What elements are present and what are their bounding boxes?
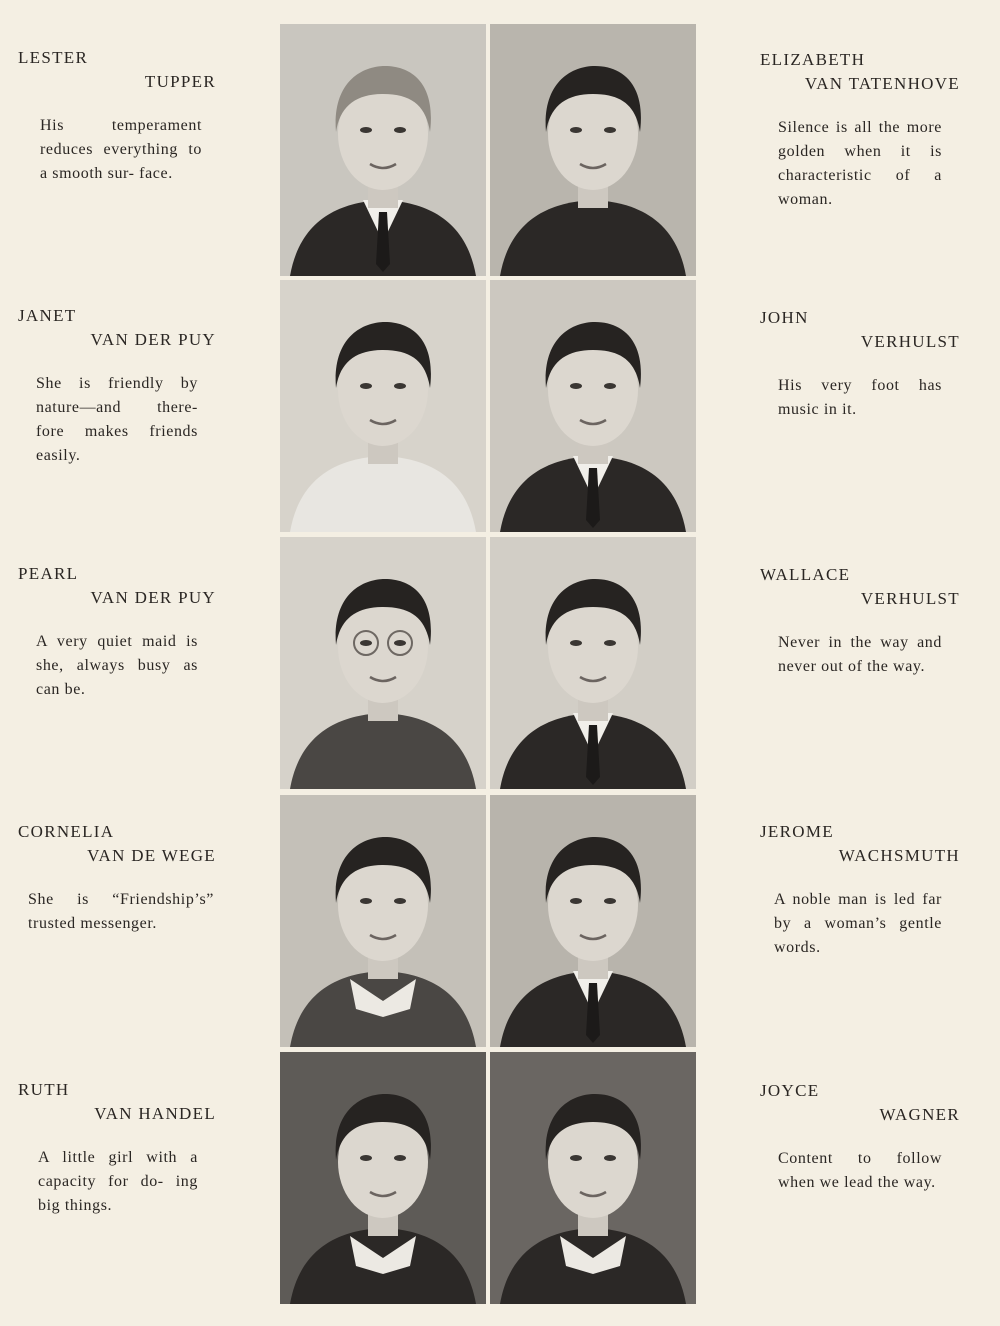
student-first-name: JOYCE [760, 1081, 820, 1100]
student-first-name: LESTER [18, 48, 89, 67]
portrait-wallace-verhulst [490, 537, 696, 789]
portrait-image [280, 537, 486, 789]
portrait-john-verhulst [490, 280, 696, 532]
portrait-image [490, 280, 696, 532]
left-eye [570, 898, 582, 904]
right-eye [394, 127, 406, 133]
student-last-name: VAN HANDEL [94, 1104, 216, 1123]
student-entry-lester-tupper [18, 46, 216, 186]
student-quote: Never in the way and never out of the way. [778, 634, 942, 675]
portrait-image [490, 537, 696, 789]
portrait-image [490, 24, 696, 276]
left-eye [360, 898, 372, 904]
left-eye [570, 640, 582, 646]
student-first-name: PEARL [18, 564, 79, 583]
portrait-image [280, 280, 486, 532]
portrait-jerome-wachsmuth [490, 795, 696, 1047]
portrait-image [280, 795, 486, 1047]
student-last-name: VERHULST [860, 589, 960, 608]
portrait-ruth-van-handel [280, 1052, 486, 1304]
student-last-name: VERHULST [860, 332, 960, 351]
student-entry-john-verhulst [760, 306, 960, 422]
student-entry-joyce-wagner [760, 1079, 960, 1195]
student-first-name: JANET [18, 306, 77, 325]
left-eye [570, 1155, 582, 1161]
student-quote: A very quiet maid is she, always busy as can be. [36, 633, 198, 698]
student-first-name: RUTH [18, 1080, 70, 1099]
student-last-name: WAGNER [879, 1105, 960, 1124]
student-first-name: JOHN [760, 308, 809, 327]
student-quote: His temperament reduces everything to a smooth sur- face. [40, 117, 202, 182]
student-entry-jerome-wachsmuth [760, 820, 960, 960]
portrait-cornelia-van-de-wege [280, 795, 486, 1047]
student-first-name: JEROME [760, 822, 834, 841]
student-quote: She is “Friendship’s” trusted messenger. [28, 891, 214, 932]
portrait-image [490, 795, 696, 1047]
student-last-name: TUPPER [144, 72, 216, 91]
portrait-janet-van-der-puy [280, 280, 486, 532]
portrait-joyce-wagner [490, 1052, 696, 1304]
student-entry-elizabeth-van-tatenhove [760, 48, 960, 212]
student-first-name: CORNELIA [18, 822, 115, 841]
student-quote: She is friendly by nature—and there- fore makes friends easily. [36, 375, 198, 464]
left-eye [360, 640, 372, 646]
student-entry-pearl-van-der-puy [18, 562, 216, 702]
portrait-image [280, 24, 486, 276]
right-eye [604, 383, 616, 389]
student-entry-cornelia-van-de-wege [18, 820, 216, 936]
student-first-name: WALLACE [760, 565, 851, 584]
student-quote: Silence is all the more golden when it is characteristic of a woman. [778, 119, 942, 208]
student-last-name: WACHSMUTH [838, 846, 960, 865]
left-eye [570, 383, 582, 389]
left-eye [570, 127, 582, 133]
portrait-pearl-van-der-puy [280, 537, 486, 789]
right-eye [394, 898, 406, 904]
right-eye [604, 1155, 616, 1161]
student-quote: A noble man is led far by a woman’s gentle words. [774, 891, 942, 956]
student-entry-janet-van-der-puy [18, 304, 216, 468]
right-eye [394, 640, 406, 646]
right-eye [604, 898, 616, 904]
student-entry-ruth-van-handel [18, 1078, 216, 1218]
student-quote: A little girl with a capacity for do- ing big things. [38, 1149, 198, 1214]
right-eye [394, 383, 406, 389]
left-eye [360, 383, 372, 389]
student-last-name: VAN DE WEGE [87, 846, 216, 865]
right-eye [394, 1155, 406, 1161]
left-eye [360, 127, 372, 133]
portrait-lester-tupper [280, 24, 486, 276]
portrait-image [280, 1052, 486, 1304]
student-entry-wallace-verhulst [760, 563, 960, 679]
student-quote: His very foot has music in it. [778, 377, 942, 418]
left-eye [360, 1155, 372, 1161]
student-first-name: ELIZABETH [760, 50, 866, 69]
student-last-name: VAN DER PUY [90, 588, 216, 607]
student-quote: Content to follow when we lead the way. [778, 1150, 942, 1191]
student-last-name: VAN TATENHOVE [804, 74, 960, 93]
portrait-elizabeth-van-tatenhove [490, 24, 696, 276]
right-eye [604, 640, 616, 646]
right-eye [604, 127, 616, 133]
portrait-image [490, 1052, 696, 1304]
student-last-name: VAN DER PUY [90, 330, 216, 349]
